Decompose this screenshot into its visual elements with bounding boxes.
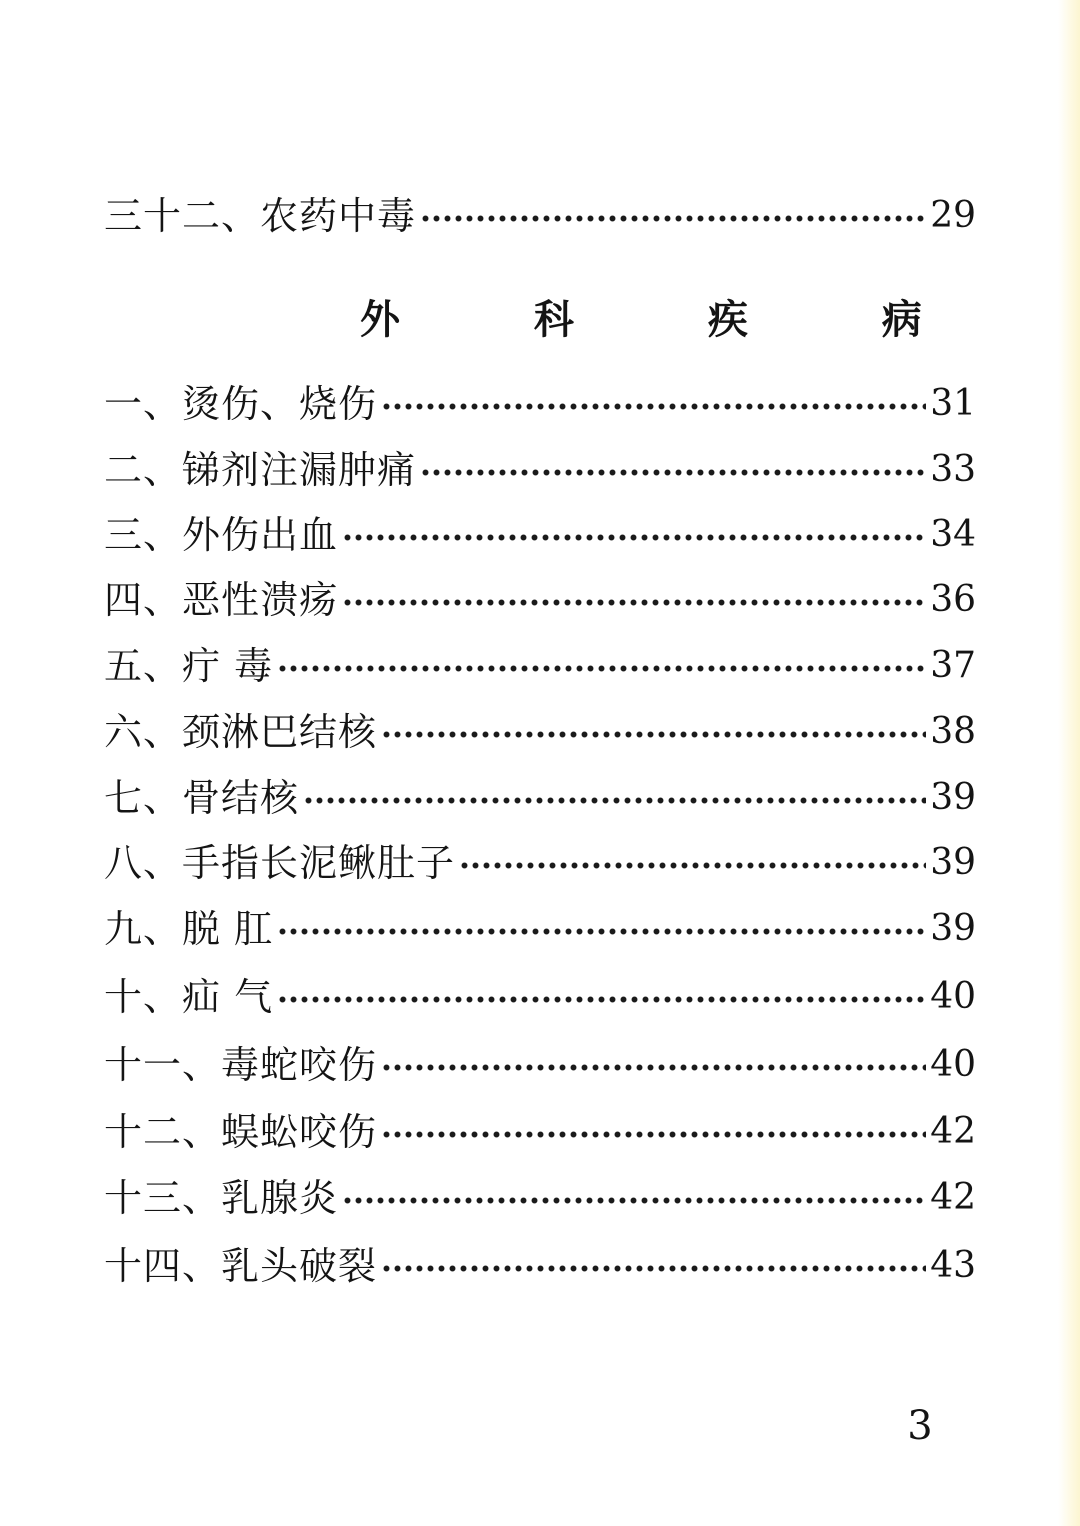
toc-entry-page: 37 [930,645,976,686]
toc-entry-page: 31 [930,383,976,424]
dot-leader [342,1170,926,1226]
dot-leader [277,969,926,1025]
toc-entry-title: 十一、毒蛇咬伤 [104,1043,378,1087]
toc-entry-title: 十、疝 气 [104,975,274,1019]
toc-entry [104,969,976,1025]
toc-entry-title: 六、颈淋巴结核 [104,710,378,754]
toc-entry-page: 29 [930,195,976,236]
toc-entry [104,1238,976,1294]
toc-entry-page: 42 [930,1111,976,1152]
toc-entry-title: 四、恶性溃疡 [104,578,339,622]
toc-entry-page: 38 [930,711,976,752]
toc-entry-page: 39 [930,842,976,883]
toc-entry-page: 36 [930,579,976,620]
dot-leader [381,1037,926,1093]
toc-entry-page: 39 [930,777,976,818]
toc-entry-page: 40 [930,1044,976,1085]
toc-entry-title: 一、烫伤、烧伤 [104,382,378,426]
toc-entry-title: 三、外伤出血 [104,513,339,557]
toc-entry [104,1104,976,1160]
toc-entry [104,704,976,760]
dot-leader [277,638,926,694]
toc-entry [104,442,976,498]
toc-entry-page: 43 [930,1245,976,1286]
dot-leader [381,1238,926,1294]
page-number: 3 [907,1403,933,1449]
dot-leader [381,1104,926,1160]
toc-entry [104,507,976,563]
toc-entry-page: 34 [930,514,976,555]
toc-entry [104,572,976,628]
toc-entry-title: 九、脱 肛 [104,907,274,951]
dot-leader [381,704,926,760]
page-edge-shading [1058,0,1080,1526]
dot-leader [420,442,926,498]
toc-entry-page: 33 [930,449,976,490]
toc-entry-title: 十三、乳腺炎 [104,1176,339,1220]
section-heading: 外 科 疾 病 [360,296,982,343]
toc-entry [104,1170,976,1226]
toc-entry-title: 七、骨结核 [104,776,300,820]
dot-leader [459,835,926,891]
toc-entry [104,901,976,957]
toc-entry [104,376,976,432]
dot-leader [303,770,926,826]
dot-leader [277,901,926,957]
toc-entry-title: 三十二、农药中毒 [104,194,417,238]
toc-entry-page: 40 [930,976,976,1017]
toc-entry-title: 十二、蜈蚣咬伤 [104,1110,378,1154]
dot-leader [342,572,926,628]
toc-entry-title: 五、疔 毒 [104,644,274,688]
toc-entry-page: 42 [930,1177,976,1218]
toc-entry-prev [104,188,976,244]
toc-entry-title: 二、锑剂注漏肿痛 [104,448,417,492]
toc-entry-title: 十四、乳头破裂 [104,1244,378,1288]
dot-leader [381,376,926,432]
toc-entry-title: 八、手指长泥鳅肚子 [104,841,456,885]
dot-leader [342,507,926,563]
toc-entry [104,638,976,694]
toc-entry [104,1037,976,1093]
toc-entry [104,770,976,826]
toc-entry [104,835,976,891]
toc-entry-page: 39 [930,908,976,949]
dot-leader [420,188,926,244]
